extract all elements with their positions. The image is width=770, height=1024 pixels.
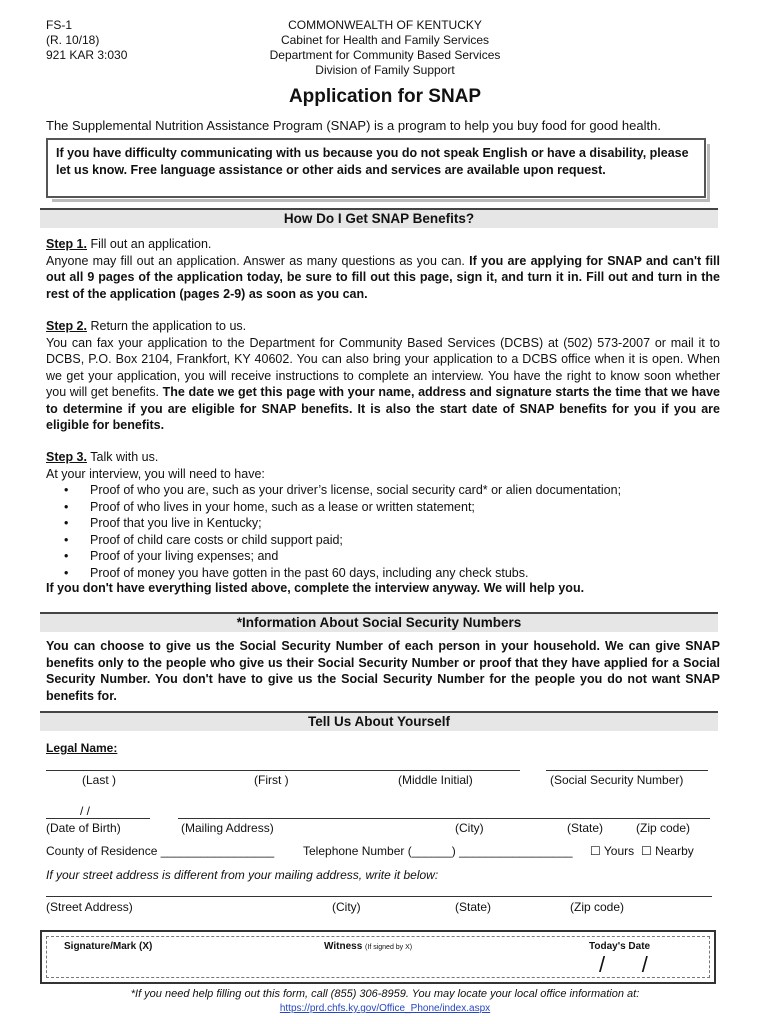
first-name-label: (First ): [254, 773, 289, 787]
list-item: • Proof that you live in Kentucky;: [64, 515, 714, 532]
intro-text: The Supplemental Nutrition Assistance Program (SNAP) is a program to help you buy food for good health.: [46, 118, 661, 133]
phone-yours-checkbox[interactable]: ☐ Yours: [590, 844, 635, 858]
ssn-text: You can choose to give us the Social Security Number of each person in your household. We can give SNAP benefits only to the people who give us their Social Security Number or proof that they have applied for a Social Security Number. You don't have to give us the Social Security Number for the people you do not want SNAP benefits for.: [46, 639, 720, 703]
agency-header: [230, 18, 540, 78]
office-locator-link[interactable]: https://prd.chfs.ky.gov/Office_Phone/index.aspx: [279, 1003, 491, 1014]
street-address-field[interactable]: [46, 896, 712, 897]
step3-text: At your interview, you will need to have:: [46, 466, 265, 481]
language-assistance-notice: [46, 138, 706, 198]
zip-label: (Zip code): [636, 821, 691, 835]
step2-text: You can fax your application to the Department for Community Based Services (DCBS) at (502) 573-2007 or mail it to DCBS, P.O. Box 2104, Frankfort, KY 40602. You can also bring your application to a DCBS office when it is open. When we get your application, you will receive instructions to complete an interview. You have the right to know soon whether you will get benefits.: [46, 335, 720, 399]
list-item: • Proof of money you have gotten in the past 60 days, including any check stubs.: [64, 565, 714, 582]
form-revision: (R. 10/18): [46, 33, 100, 47]
section-heading-about-yourself: Tell Us About Yourself: [40, 711, 718, 731]
proof-list: [64, 482, 714, 581]
ssn-field[interactable]: [546, 770, 708, 771]
street-city-label: (City): [332, 900, 361, 914]
county-field[interactable]: County of Residence _________________: [46, 844, 275, 858]
street-state-label: (State): [455, 900, 492, 914]
agency-line: COMMONWEALTH OF KENTUCKY: [288, 18, 482, 32]
section-heading-how-to-get-benefits: How Do I Get SNAP Benefits?: [40, 208, 718, 228]
phone-nearby-checkbox[interactable]: ☐ Nearby: [641, 844, 694, 858]
mailing-address-label: (Mailing Address): [181, 821, 274, 835]
list-item: • Proof of child care costs or child support paid;: [64, 532, 714, 549]
step3-title: Talk with us.: [87, 450, 159, 464]
step1-block: [46, 236, 720, 302]
list-item: • Proof of who lives in your home, such as a lease or written statement;: [64, 499, 714, 516]
footer-help-text: *If you need help filling out this form, call (855) 306-8959. You may locate your local office information at:: [130, 988, 640, 1000]
date-field[interactable]: / /: [599, 952, 648, 977]
section-heading-ssn: *Information About Social Security Numbers: [40, 612, 718, 632]
step3-label: Step 3.: [46, 450, 87, 464]
ssn-label: (Social Security Number): [550, 773, 684, 787]
step1-bold-text: If you are applying for SNAP and can't fill out all 9 pages of the application today, be sure to fill out this page, sign it, and turn it in. Fill out and turn in the rest of the application (pages 2-9) as soon as you can.: [46, 253, 720, 301]
step1-text: Anyone may fill out an application. Answer as many questions as you can.: [46, 253, 470, 268]
signature-label: Signature/Mark (X): [64, 941, 153, 952]
agency-line: Division of Family Support: [315, 63, 455, 77]
step2-block: [46, 318, 720, 434]
dob-label: (Date of Birth): [46, 821, 121, 835]
middle-initial-label: (Middle Initial): [398, 773, 473, 787]
step2-label: Step 2.: [46, 319, 87, 333]
witness-label-text: Witness: [324, 941, 363, 952]
street-address-label: (Street Address): [46, 900, 133, 914]
state-label: (State): [567, 821, 604, 835]
step3-block: [46, 449, 720, 482]
step2-bold-text: The date we get this page with your name, address and signature starts the time that we have to determine if you are eligible for SNAP benefits. It is also the start date of SNAP benefits for you if you are eligible for benefits.: [46, 385, 720, 432]
agency-line: Cabinet for Health and Family Services: [280, 33, 490, 47]
step1-title: Fill out an application.: [87, 237, 212, 251]
witness-note: (If signed by X): [365, 944, 413, 951]
legal-name-field[interactable]: [46, 770, 520, 771]
agency-line: Department for Community Based Services: [269, 48, 501, 62]
list-item: • Proof of your living expenses; and: [64, 548, 714, 565]
dob-slashes: / /: [80, 804, 91, 818]
list-item: • Proof of who you are, such as your driver’s license, social security card* or alien documentation;: [64, 482, 714, 499]
form-id: FS-1: [46, 18, 73, 32]
step1-label: Step 1.: [46, 237, 87, 251]
city-label: (City): [455, 821, 484, 835]
date-label: Today's Date: [589, 941, 651, 952]
signature-field[interactable]: [64, 954, 304, 978]
last-name-label: (Last ): [82, 773, 117, 787]
witness-field[interactable]: [324, 954, 564, 978]
form-regulation: 921 KAR 3:030: [46, 48, 128, 62]
dob-field[interactable]: [46, 818, 150, 819]
form-identifier: [46, 18, 127, 63]
signature-box: [40, 930, 716, 984]
mailing-address-field[interactable]: [178, 818, 710, 819]
step2-title: Return the application to us.: [87, 319, 247, 333]
street-zip-label: (Zip code): [570, 900, 625, 914]
legal-name-label: Legal Name:: [46, 741, 118, 755]
interview-closing-text: If you don't have everything listed above, complete the interview anyway. We will help you.: [46, 581, 585, 595]
street-address-note: If your street address is different from your mailing address, write it below:: [46, 868, 439, 882]
telephone-field[interactable]: Telephone Number (______) _________________: [303, 844, 573, 858]
page-title: Application for SNAP: [288, 86, 482, 107]
witness-label: [324, 941, 412, 952]
notice-text: If you have difficulty communicating with us because you do not speak English or have a disability, please let us know. Free language assistance or other aids and services are available upon request.: [56, 146, 689, 177]
